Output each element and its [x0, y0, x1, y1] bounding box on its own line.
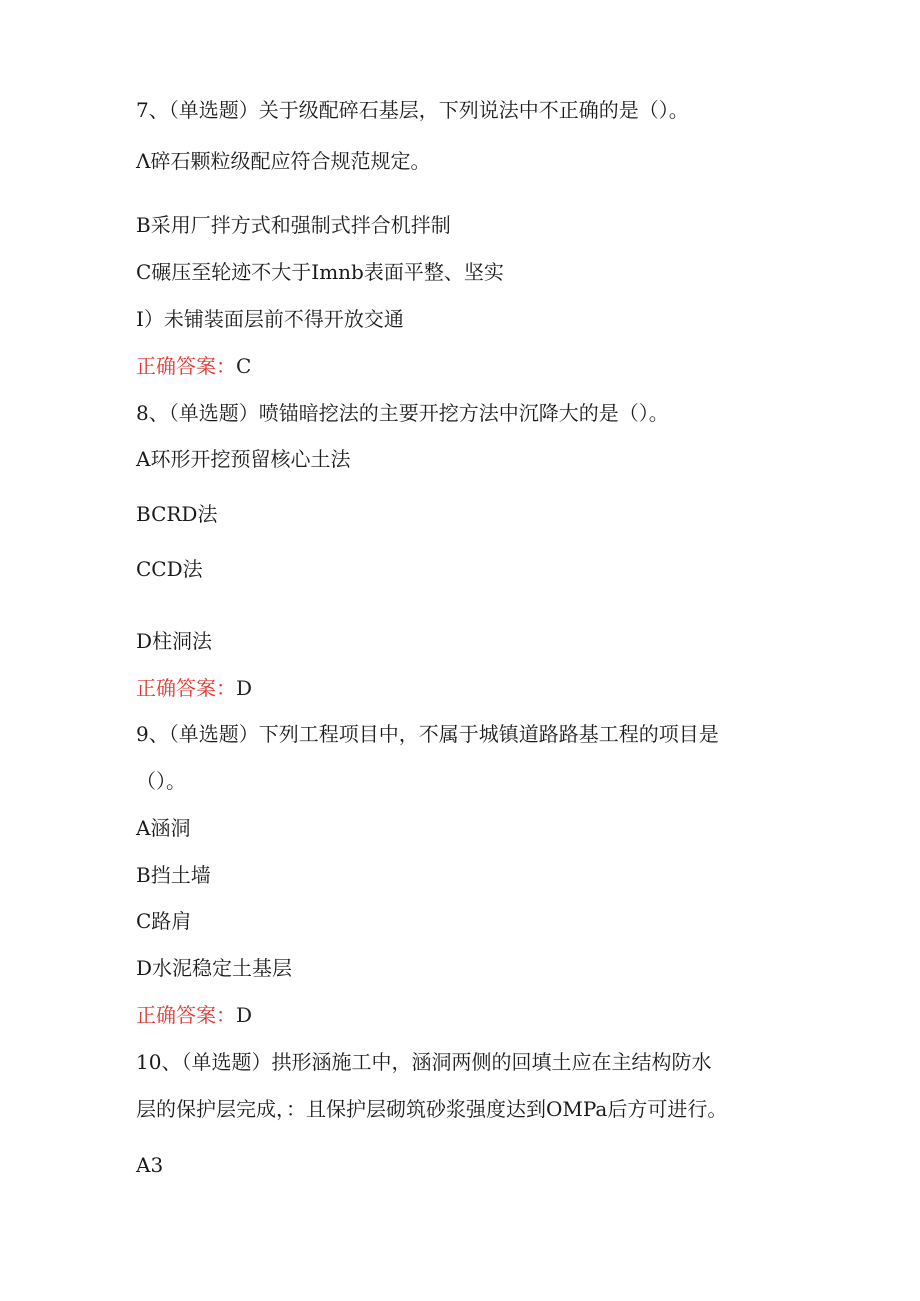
question-7-option-c: C碾压至轮迹不大于Imnb表面平整、坚实	[136, 260, 504, 284]
question-7-stem: 7、（单选题）关于级配碎石基层，下列说法中不正确的是（）。	[136, 98, 689, 122]
question-9-stem-line-2: （）。	[136, 769, 186, 793]
question-10-stem-line-2: 层的保护层完成，：且保护层砌筑砂浆强度达到OMPa后方可进行。	[136, 1097, 728, 1121]
question-7-answer	[136, 354, 251, 378]
question-7-option-b: B采用厂拌方式和强制式拌合机拌制	[136, 213, 451, 237]
question-10-stem-line-1: 10、（单选题）拱形涵施工中，涵洞两侧的回填土应在主结构防水	[136, 1050, 712, 1074]
question-8-option-c: CCD法	[136, 557, 203, 581]
question-8-stem: 8、（单选题）喷锚暗挖法的主要开挖方法中沉降大的是（）。	[136, 401, 669, 425]
answer-value: C	[236, 354, 252, 378]
answer-label: 正确答案：	[136, 676, 236, 700]
question-8-option-a: A环形开挖预留核心土法	[136, 447, 351, 471]
answer-label: 正确答案：	[136, 1003, 236, 1027]
question-7-option-d: I）未铺装面层前不得开放交通	[136, 307, 404, 331]
answer-value: D	[236, 1003, 253, 1027]
answer-value: D	[236, 676, 253, 700]
question-9-answer	[136, 1003, 252, 1027]
question-10-option-a: A3	[136, 1153, 164, 1177]
question-9-option-c: C路肩	[136, 909, 192, 933]
question-8-option-b: BCRD法	[136, 502, 218, 526]
question-8-answer	[136, 676, 252, 700]
question-8-option-d: D柱洞法	[136, 629, 213, 653]
question-9-option-d: D水泥稳定土基层	[136, 956, 293, 980]
question-9-option-a: A涵洞	[136, 816, 191, 840]
question-7-option-a: Λ碎石颗粒级配应符合规范规定。	[136, 149, 431, 173]
answer-label: 正确答案：	[136, 354, 236, 378]
question-9-option-b: B挡土墙	[136, 863, 211, 887]
question-9-stem-line-1: 9、（单选题）下列工程项目中，不属于城镇道路路基工程的项目是	[136, 722, 719, 746]
